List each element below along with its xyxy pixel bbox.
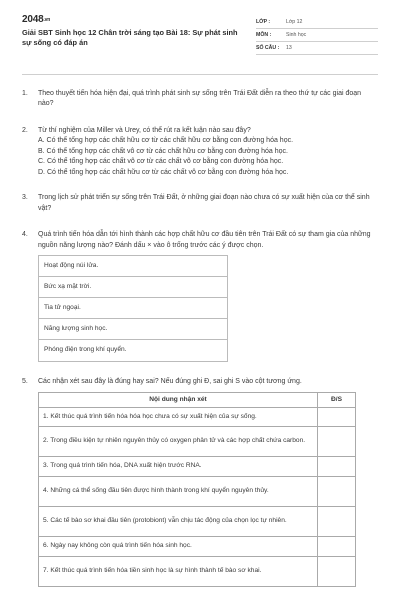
question-3 (22, 193, 378, 214)
logo-main: 2048 (22, 14, 44, 25)
question-text: Các nhận xét sau đây là đúng hay sai? Nếu đúng ghi Đ, sai ghi S vào cột tương ứng. (38, 378, 302, 386)
meta-value: Lớp 12 (286, 19, 303, 25)
list-item[interactable]: Phóng điện trong khí quyển. (44, 346, 127, 354)
meta-panel (256, 16, 378, 62)
question-body (38, 126, 378, 179)
meta-key: SỐ CÂU : (256, 45, 280, 51)
question-number: 4. (22, 231, 28, 239)
question-text: Theo thuyết tiến hóa hiện đại, quá trình phát sinh sự sống trên Trái Đất diễn ra theo thứ tự các giai đoạn nào? (38, 89, 362, 108)
page-header (22, 14, 378, 62)
list-item[interactable]: Tia tử ngoại. (39, 298, 227, 319)
answer-cell[interactable] (318, 407, 356, 426)
true-false-table (38, 392, 356, 587)
question-text: Từ thí nghiệm của Miller và Urey, có thể rút ra kết luận nào sau đây? (38, 126, 251, 134)
statement-cell: 4. Những cá thể sống đầu tiên được hình thành trong khí quyển nguyên thủy. (39, 476, 318, 506)
meta-key: LỚP : (256, 19, 271, 25)
answer-option-b: B. Có thể tổng hợp các chất vô cơ từ các chất hữu cơ bằng con đường hóa học. (38, 147, 288, 155)
question-number: 2. (22, 126, 28, 134)
meta-value: Sinh học (286, 32, 307, 38)
meta-count (256, 42, 378, 55)
header-divider (22, 74, 378, 75)
table-row (39, 506, 356, 536)
answer-option-a: A. Có thể tổng hợp các chất hữu cơ từ các chất hữu cơ bằng con đường hóa học. (38, 137, 294, 145)
table-row (39, 536, 356, 556)
table-row (39, 476, 356, 506)
question-number: 1. (22, 89, 28, 97)
table-row (39, 426, 356, 456)
meta-key: MÔN : (256, 32, 272, 38)
question-5 (22, 377, 378, 587)
list-item[interactable]: Bức xạ mặt trời. (39, 277, 227, 298)
document-title: Giải SBT Sinh học 12 Chân trời sáng tạo Bài 18: Sự phát sinh sự sống có đáp án (22, 28, 238, 47)
statement-cell: 7. Kết thúc quá trình tiến hóa tiền sinh học là sự hình thành tế bào sơ khai. (39, 556, 318, 586)
brand-block (22, 14, 242, 62)
table-row (39, 456, 356, 476)
logo-suffix: .vn (43, 17, 51, 23)
table-row (39, 407, 356, 426)
meta-class (256, 16, 378, 29)
statement-cell: 2. Trong điều kiện tự nhiên nguyên thủy có oxygen phân tử và các hợp chất chứa carbon. (39, 426, 318, 456)
question-text: Trong lịch sử phát triển sự sống trên Trái Đất, ở những giai đoạn nào chưa có sự xuất hiện của cơ thể sinh vật? (38, 194, 370, 212)
question-4 (22, 230, 378, 362)
answer-cell[interactable] (318, 426, 356, 456)
question-2 (22, 126, 378, 179)
table-row (39, 556, 356, 586)
table-header-row (39, 392, 356, 407)
meta-subject (256, 29, 378, 42)
answer-cell[interactable] (318, 536, 356, 556)
answer-cell[interactable] (318, 506, 356, 536)
answer-cell[interactable] (318, 556, 356, 586)
question-body (38, 230, 378, 362)
site-logo[interactable] (22, 14, 242, 25)
statement-cell: 3. Trong quá trình tiến hóa, DNA xuất hiện trước RNA. (39, 456, 318, 476)
list-item[interactable]: Hoạt động núi lửa. (39, 256, 227, 277)
question-text: Quá trình tiến hóa dẫn tới hình thành các hợp chất hữu cơ đầu tiên trên Trái Đất có sự tham gia của những nguồn năng lượng nào? Đánh dấu × vào ô trống trước các ý được chọn. (38, 231, 371, 249)
answer-option-c: C. Có thể tổng hợp các chất vô cơ từ các chất vô cơ bằng con đường hóa học. (38, 158, 284, 166)
answer-cell[interactable] (318, 456, 356, 476)
answer-cell[interactable] (318, 476, 356, 506)
statement-cell: 1. Kết thúc quá trình tiến hóa hóa học chưa có sự xuất hiện của sự sống. (39, 407, 318, 426)
column-header-content: Nội dung nhận xét (39, 392, 318, 407)
list-item[interactable]: Năng lượng sinh học. (39, 319, 227, 340)
energy-source-list (38, 255, 228, 362)
column-header-ds: Đ/S (318, 392, 356, 407)
question-number: 5. (22, 378, 28, 386)
question-number: 3. (22, 194, 28, 202)
statement-cell: 6. Ngày nay không còn quá trình tiến hóa sinh học. (39, 536, 318, 556)
question-body (38, 377, 378, 587)
statement-cell: 5. Các tế bào sơ khai đầu tiên (protobiont) vẫn chịu tác động của chọn lọc tự nhiên. (39, 506, 318, 536)
meta-value: 13 (286, 45, 292, 51)
answer-option-d: D. Có thể tổng hợp các chất hữu cơ từ các chất vô cơ bằng con đường hóa học. (38, 168, 289, 176)
question-1 (22, 89, 378, 110)
